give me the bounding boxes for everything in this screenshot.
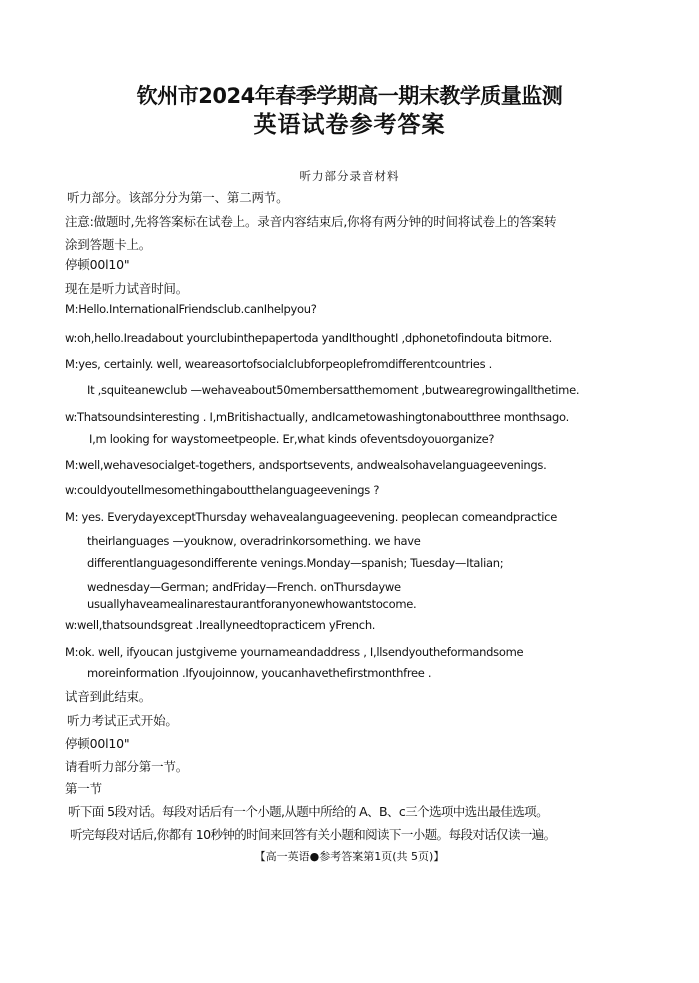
dialogue-line: w:couldyoutellmesomethingaboutthelanguageevenings ?	[65, 483, 380, 497]
text-line: 第一节	[65, 781, 102, 796]
dialogue-line: M:Hello.InternationalFriendsclub.canIhelpyou?	[65, 302, 317, 316]
text-line: 现在是听力试音时间。	[65, 281, 189, 296]
text-line: 试音到此结束。	[65, 689, 152, 704]
dialogue-line: wednesday—German; andFriday—French. onThursdaywe	[87, 580, 401, 594]
dialogue-line: theirlanguages —youknow, overadrinkorsomething. we have	[87, 534, 421, 548]
dialogue-line: differentlanguagesondifferente venings.Monday—spanish; Tuesday—Italian;	[87, 556, 504, 570]
text-line: 请看听力部分第一节。	[65, 759, 189, 774]
text-line: 听完每段对话后,你都有 10秒钟的时间来回答有关小题和阅读下一小题。每段对话仅读一遍。	[70, 827, 556, 842]
section-heading: 听力部分录音材料	[299, 169, 400, 183]
dialogue-line: M: yes. EverydayexceptThursday wehavealanguageevening. peoplecan comeandpractice	[65, 510, 557, 524]
dialogue-line: M:well,wehavesocialget-togethers, andsportsevents, andwealsohavelanguageevenings.	[65, 458, 547, 472]
dialogue-line: w:well,thatsoundsgreat .Ireallyneedtopracticem yFrench.	[65, 618, 376, 632]
text-line: 听下面 5段对话。每段对话后有一个小题,从题中所给的 A、B、c三个选项中选出最佳选项。	[68, 804, 548, 819]
dialogue-line: w:oh,hello.Ireadabout yourclubinthepapertoda yandIthoughtI ,dphonetofindouta bitmore.	[65, 331, 552, 345]
text-line: 涂到答题卡上。	[65, 237, 152, 252]
dialogue-line: moreinformation .Ifyoujoinnow, youcanhavethefirstmonthfree .	[87, 666, 432, 680]
page-footer: 【高一英语●参考答案第1页(共 5页)】	[254, 850, 445, 863]
text-line: 听力考试正式开始。	[67, 713, 178, 728]
dialogue-line: I,m looking for waystomeetpeople. Er,what kinds ofeventsdoyouorganize?	[89, 432, 495, 446]
dialogue-line: It ,squiteanewclub —wehaveabout50membersatthemoment ,butwearegrowingallthetime.	[87, 383, 580, 397]
text-line: 注意:做题时,先将答案标在试卷上。录音内容结束后,你将有两分钟的时间将试卷上的答案转	[65, 214, 557, 229]
document-subtitle: 英语试卷参考答案	[253, 112, 446, 138]
dialogue-line: usuallyhaveamealinarestaurantforanyonewhowantstocome.	[87, 597, 417, 611]
text-line: 停顿00l10"	[65, 257, 130, 272]
document-title: 钦州市2024年春季学期高一期末教学质量监测	[136, 84, 563, 108]
dialogue-line: M:ok. well, ifyoucan justgiveme yournameandaddress , I,llsendyoutheformandsome	[65, 645, 524, 659]
dialogue-line: M:yes, certainly. well, weareasortofsocialclubforpeoplefromdifferentcountries .	[65, 357, 492, 371]
text-line: 停顿00l10"	[65, 736, 130, 751]
text-line: 听力部分。该部分分为第一、第二两节。	[67, 190, 289, 205]
dialogue-line: w:Thatsoundsinteresting . I,mBritishactually, andIcametowashingtonaboutthree monthsago.	[65, 410, 569, 424]
